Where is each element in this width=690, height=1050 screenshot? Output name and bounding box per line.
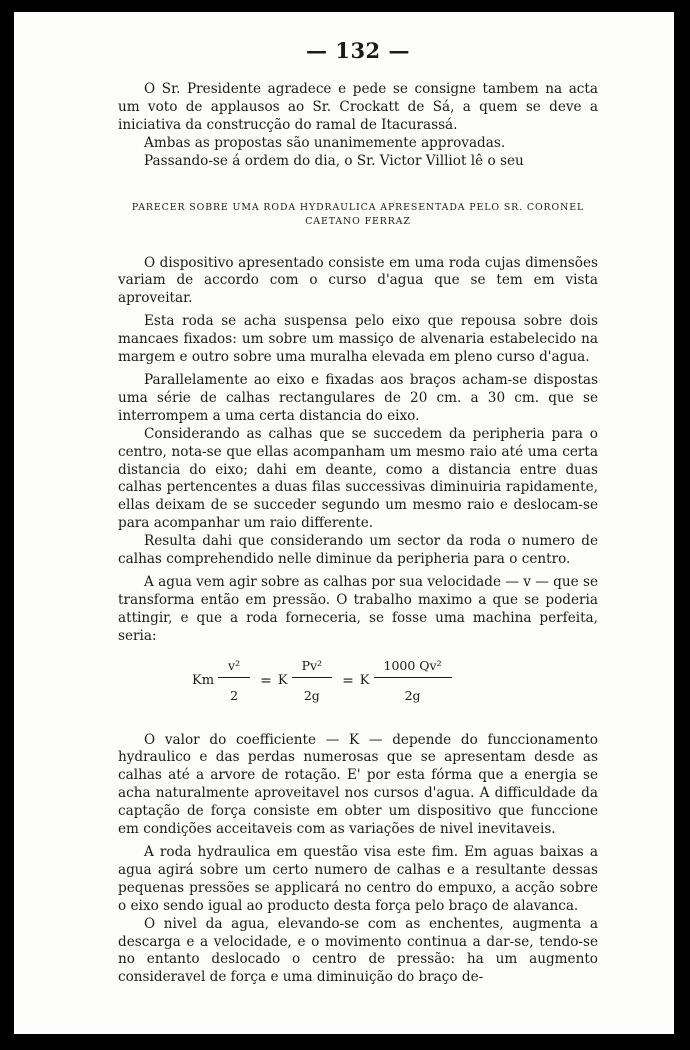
body-paragraph: O dispositivo apresentado consiste em uma roda cujas dimensões variam de accordo com o curso d'agua que se tem em vista aproveitar. bbox=[118, 254, 598, 307]
body-paragraph: O nivel da agua, elevando-se com as enchentes, augmenta a descarga e a velocidade, e o movimento continua a dar-se, tendo-se no entanto deslocado o centro de pressão: ha um augmento consideravel de força e uma diminuição do braço de- bbox=[118, 915, 598, 986]
fraction-numerator: Pv² bbox=[301, 657, 323, 673]
body-paragraph: A agua vem agir sobre as calhas por sua velocidade — v — que se transforma então em pressão. O trabalho maximo a que se poderia attingir, e que a roda forneceria, se fosse uma machina perfeita, seria: bbox=[118, 573, 599, 644]
body-paragraph: A roda hydraulica em questão visa este fim. Em aguas baixas a agua agirá sobre um certo numero de calhas e a resultante dessas pequenas pressões se applicará no centro do empuxo, a acção sobre o eixo sendo igual ao producto desta força pelo braço de alavanca. bbox=[118, 844, 598, 914]
intro-paragraph: Ambas as propostas são unanimemente approvadas. bbox=[144, 134, 506, 151]
fraction-denominator: 2g bbox=[303, 687, 320, 703]
formula-fraction-1 bbox=[218, 658, 250, 703]
body-paragraph: Parallelamente ao eixo e fixadas aos braços acham-se dispostas uma série de calhas rectangulares de 20 cm. a 30 cm. que se interrompem a uma certa distancia do eixo. bbox=[118, 371, 598, 424]
formula-lhs: Km bbox=[192, 672, 215, 688]
body-paragraph: Considerando as calhas que se succedem da peripheria para o centro, nota-se que ellas acompanham um mesmo raio até uma certa distancia do eixo; dahi em deante, como a distancia entre duas calhas pertencentes a duas filas successivas diminuiria rapidamente, ellas deixam de se succeder segundo um mesmo raio e deslocam-se para acompanhar um raio differente. bbox=[118, 425, 598, 532]
fraction-numerator: 1000 Qv² bbox=[383, 657, 442, 673]
formula-k: K bbox=[277, 672, 288, 688]
scanned-page bbox=[14, 12, 674, 1034]
body-paragraph: Resulta dahi que considerando um sector da roda o numero de calhas comprehendido nelle diminue da peripheria para o centro. bbox=[118, 533, 598, 568]
equals-sign: = bbox=[260, 673, 272, 690]
equals-sign: = bbox=[342, 673, 354, 690]
body-paragraph: O valor do coefficiente — K — depende do funccionamento hydraulico e das perdas numerosas que se apresentam desde as calhas até a arvore de rotação. E' por esta fórma que a energia se acha naturalmente aproveitavel nos cursos d'agua. A difficuldade da captação de força consiste em obter um dispositivo que funccione em condições acceitaveis com as variações de nivel inevitaveis. bbox=[118, 731, 598, 838]
intro-paragraph: Passando-se á ordem do dia, o Sr. Victor Villiot lê o seu bbox=[144, 152, 524, 169]
section-title: PARECER SOBRE UMA RODA HYDRAULICA APRESENTADA PELO SR. CORONEL CAETANO FERRAZ bbox=[131, 201, 585, 227]
fraction-denominator: 2 bbox=[230, 687, 239, 703]
page-content bbox=[118, 38, 598, 987]
formula-k: K bbox=[359, 672, 370, 688]
body-paragraph: Esta roda se acha suspensa pelo eixo que repousa sobre dois mancaes fixados: um sobre um massiço de alvenaria estabelecido na margem e outro sobre uma muralha elevada em pleno curso d'agua. bbox=[118, 313, 598, 366]
work-formula bbox=[118, 658, 598, 718]
fraction-denominator: 2g bbox=[404, 687, 421, 703]
page-number: — 132 — bbox=[306, 38, 410, 63]
fraction-numerator: v² bbox=[228, 657, 241, 673]
intro-paragraph: O Sr. Presidente agradece e pede se consigne tambem na acta um voto de applausos ao Sr. Crockatt de Sá, a quem se deve a iniciativa da construcção do ramal de Itacurassá. bbox=[118, 81, 598, 133]
formula-fraction-2 bbox=[292, 658, 332, 703]
formula-fraction-3 bbox=[374, 658, 452, 703]
